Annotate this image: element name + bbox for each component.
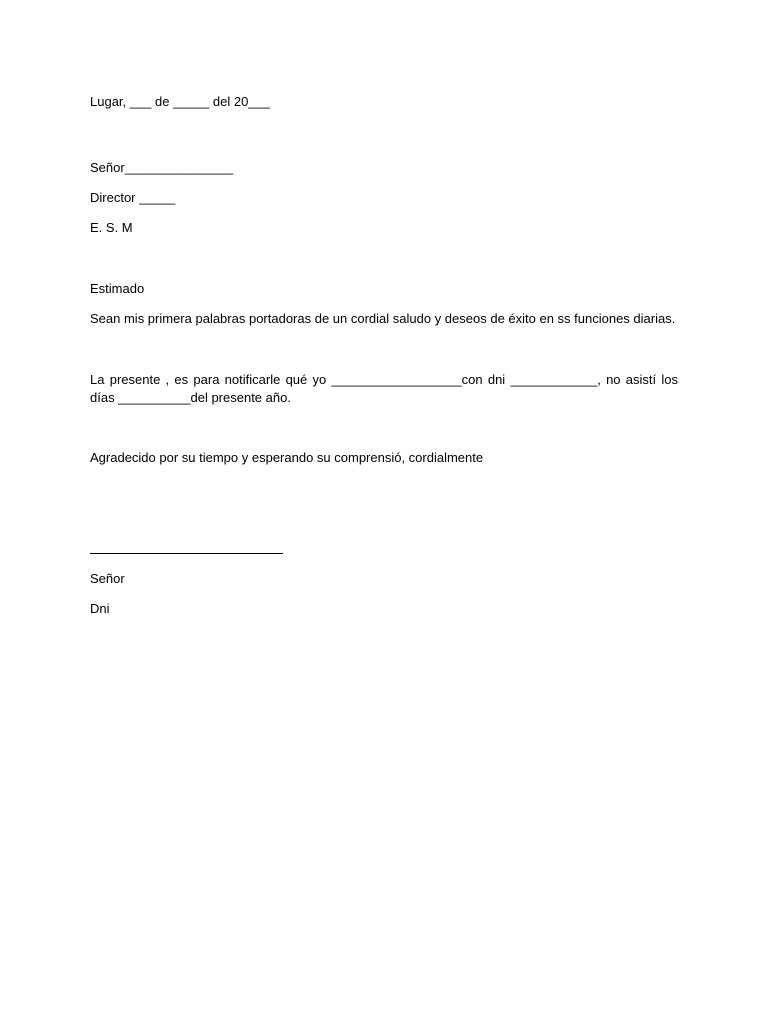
recipient-title: Director _____ [90,190,176,205]
place-date-line: Lugar, ___ de _____ del 20___ [90,94,271,109]
recipient-name: Señor_______________ [90,160,234,175]
closing-paragraph: Agradecido por su tiempo y esperando su comprensió, cordialmente [90,450,484,465]
signature-name: Señor [90,571,125,586]
recipient-abbrev: E. S. M [90,220,133,235]
opening-paragraph: Sean mis primera palabras portadoras de un cordial saludo y deseos de éxito en ss funciones diarias. [90,311,676,326]
signature-dni: Dni [90,601,110,616]
salutation: Estimado [90,281,145,296]
body-paragraph: La presente , es para notificarle qué yo __________________con dni ____________, no asistí los días __________del presente año. [90,372,678,405]
signature-line [90,553,283,554]
